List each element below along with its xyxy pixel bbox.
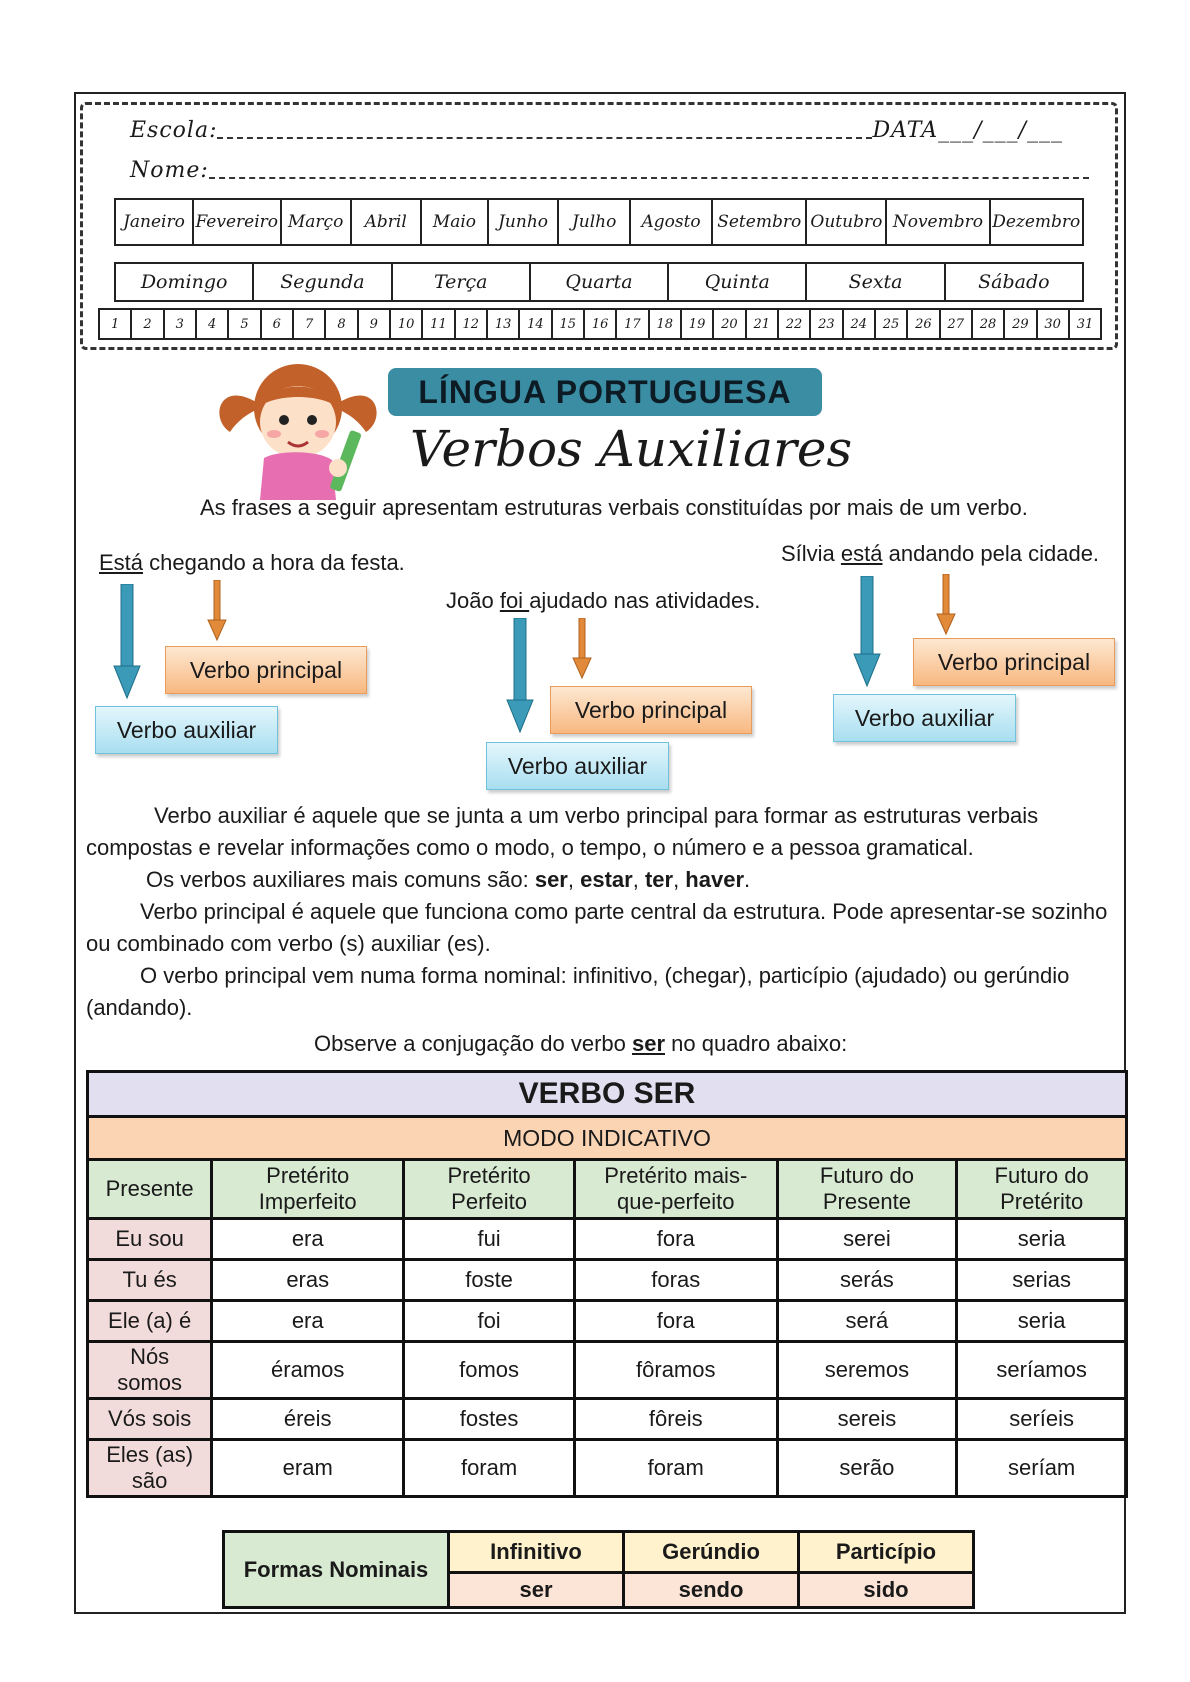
example-sentence-2: João foi ajudado nas atividades.: [446, 588, 761, 613]
intro-text: As frases a seguir apresentam estruturas verbais constituídas por mais de um verbo.: [200, 495, 1028, 520]
tense-header: Pretérito Imperfeito: [212, 1160, 404, 1219]
conjugation-cell: sereis: [777, 1399, 957, 1440]
day-cell[interactable]: 4: [197, 310, 229, 338]
conjugation-cell: éramos: [212, 1342, 404, 1399]
day-cell[interactable]: 2: [132, 310, 164, 338]
person-cell: Vós sois: [88, 1399, 212, 1440]
forms-value: ser: [449, 1573, 624, 1608]
tense-header: Pretérito mais-que-perfeito: [574, 1160, 777, 1219]
day-cell[interactable]: 13: [488, 310, 520, 338]
weekday-cell[interactable]: Quarta: [531, 264, 669, 300]
person-cell: Nós somos: [88, 1342, 212, 1399]
weekday-cell[interactable]: Segunda: [254, 264, 392, 300]
weekday-cell[interactable]: Domingo: [116, 264, 254, 300]
aux-verb-1: Está: [99, 550, 144, 575]
tense-header: Futuro do Pretérito: [957, 1160, 1127, 1219]
day-cell[interactable]: 28: [973, 310, 1005, 338]
name-label: Nome:: [130, 158, 209, 183]
person-cell: Tu és: [88, 1260, 212, 1301]
conjugation-cell: fui: [404, 1219, 575, 1260]
conjugation-cell: fôreis: [574, 1399, 777, 1440]
aux-verb-2: foi: [499, 588, 530, 613]
table-mode-row: [88, 1117, 1127, 1160]
conjugation-cell: serias: [957, 1260, 1127, 1301]
day-cell[interactable]: 6: [262, 310, 294, 338]
month-cell[interactable]: Março: [282, 200, 352, 244]
day-cell[interactable]: 7: [294, 310, 326, 338]
date-label: DATA___/___/___: [872, 118, 1063, 143]
months-row: [114, 198, 1084, 246]
forms-value: sendo: [624, 1573, 799, 1608]
orange-arrow-1: [207, 580, 227, 642]
conjugation-cell: serão: [777, 1440, 957, 1497]
forms-header-row: [224, 1532, 974, 1573]
auxiliar-box-2: Verbo auxiliar: [486, 742, 669, 790]
orange-arrow-3: [936, 574, 956, 636]
subject-badge: LÍNGUA PORTUGUESA: [388, 368, 822, 416]
day-cell[interactable]: 1: [100, 310, 132, 338]
conjugation-cell: seríeis: [957, 1399, 1127, 1440]
month-cell[interactable]: Fevereiro: [194, 200, 282, 244]
auxiliar-box-3: Verbo auxiliar: [833, 694, 1016, 742]
day-cell[interactable]: 14: [520, 310, 552, 338]
explanation-p1: Verbo auxiliar é aquele que se junta a um verbo principal para formar as estruturas verbais compostas e revelar informações como o modo, o tempo, o número e a pessoa gramatical.: [86, 803, 1039, 860]
month-cell[interactable]: Maio: [422, 200, 489, 244]
blue-arrow-1: [112, 584, 142, 700]
page-title: Verbos Auxiliares: [410, 420, 853, 478]
forms-label: Formas Nominais: [224, 1532, 449, 1608]
tense-header: Pretérito Perfeito: [404, 1160, 575, 1219]
principal-box-3: Verbo principal: [913, 638, 1115, 686]
example-sentence-1: Está chegando a hora da festa.: [99, 550, 405, 575]
tense-header: Presente: [88, 1160, 212, 1219]
conjugation-cell: eras: [212, 1260, 404, 1301]
day-cell[interactable]: 8: [326, 310, 358, 338]
table-row: [88, 1440, 1127, 1497]
name-line: [130, 158, 1089, 183]
example-sentence-3: Sílvia está andando pela cidade.: [781, 541, 1100, 566]
conjugation-cell: seríam: [957, 1440, 1127, 1497]
conjugation-cell: serei: [777, 1219, 957, 1260]
month-cell[interactable]: Outubro: [807, 200, 887, 244]
auxiliar-box-1: Verbo auxiliar: [95, 706, 278, 754]
blue-arrow-2: [505, 618, 535, 734]
conjugation-cell: foste: [404, 1260, 575, 1301]
day-cell[interactable]: 16: [585, 310, 617, 338]
conjugation-cell: foram: [404, 1440, 575, 1497]
orange-arrow-2: [572, 618, 592, 680]
day-cell[interactable]: 9: [359, 310, 391, 338]
weekday-cell[interactable]: Quinta: [669, 264, 807, 300]
person-cell: Eu sou: [88, 1219, 212, 1260]
table-header-row: [88, 1160, 1127, 1219]
day-cell[interactable]: 20: [714, 310, 746, 338]
conjugation-cell: foras: [574, 1260, 777, 1301]
explanation-p5: Observe a conjugação do verbo ser no quadro abaixo:: [314, 1031, 848, 1056]
weekday-cell[interactable]: Sexta: [807, 264, 945, 300]
month-cell[interactable]: Novembro: [887, 200, 990, 244]
day-cell[interactable]: 30: [1038, 310, 1070, 338]
conjugation-cell: fostes: [404, 1399, 575, 1440]
table-row: [88, 1399, 1127, 1440]
conjugation-cell: fora: [574, 1219, 777, 1260]
conjugation-cell: seria: [957, 1301, 1127, 1342]
person-cell: Eles (as) são: [88, 1440, 212, 1497]
day-cell[interactable]: 27: [941, 310, 973, 338]
forms-header: Infinitivo: [449, 1532, 624, 1573]
day-cell[interactable]: 22: [779, 310, 811, 338]
table-row: [88, 1342, 1127, 1399]
day-cell[interactable]: 23: [811, 310, 843, 338]
girl-illustration: [208, 350, 398, 500]
tense-header: Futuro do Presente: [777, 1160, 957, 1219]
conjugation-cell: fomos: [404, 1342, 575, 1399]
day-cell[interactable]: 17: [617, 310, 649, 338]
table-title-row: [88, 1072, 1127, 1117]
month-cell[interactable]: Julho: [559, 200, 631, 244]
conjugation-cell: seríamos: [957, 1342, 1127, 1399]
day-cell[interactable]: 11: [423, 310, 455, 338]
day-cell[interactable]: 18: [650, 310, 682, 338]
principal-box-2: Verbo principal: [550, 686, 752, 734]
conjugation-cell: fôramos: [574, 1342, 777, 1399]
school-field[interactable]: [217, 123, 872, 139]
conjugation-cell: eram: [212, 1440, 404, 1497]
school-label: Escola:: [130, 118, 218, 143]
month-cell[interactable]: Junho: [489, 200, 559, 244]
table-row: [88, 1301, 1127, 1342]
principal-box-1: Verbo principal: [165, 646, 367, 694]
weekday-cell[interactable]: Sábado: [978, 271, 1050, 293]
month-cell[interactable]: Setembro: [713, 200, 807, 244]
table-row: [88, 1219, 1127, 1260]
conjugation-cell: seremos: [777, 1342, 957, 1399]
month-cell[interactable]: Dezembro: [992, 212, 1081, 232]
day-cell[interactable]: 12: [456, 310, 488, 338]
conjugation-cell: serás: [777, 1260, 957, 1301]
explanation-p3: Verbo principal é aquele que funciona como parte central da estrutura. Pode apresentar-se sozinho ou combinado com verbo (s) auxiliar (es).: [86, 899, 1108, 956]
day-cell[interactable]: 3: [165, 310, 197, 338]
day-cell[interactable]: 31: [1076, 316, 1094, 332]
table-title: VERBO SER: [88, 1072, 1127, 1117]
table-row: [88, 1260, 1127, 1301]
explanation-p4: O verbo principal vem numa forma nominal: infinitivo, (chegar), particípio (ajudado) ou gerúndio (andando).: [86, 963, 1070, 1020]
month-cell[interactable]: Agosto: [631, 200, 713, 244]
day-cell[interactable]: 29: [1005, 310, 1037, 338]
conjugation-cell: era: [212, 1301, 404, 1342]
conjugation-cell: foi: [404, 1301, 575, 1342]
blue-arrow-3: [852, 576, 882, 688]
day-cell[interactable]: 21: [747, 310, 779, 338]
conjugation-cell: foram: [574, 1440, 777, 1497]
school-line: [130, 118, 1063, 143]
conjugation-cell: éreis: [212, 1399, 404, 1440]
forms-value: sido: [799, 1573, 974, 1608]
days-row: [98, 308, 1102, 340]
person-cell: Ele (a) é: [88, 1301, 212, 1342]
day-cell[interactable]: 15: [553, 310, 585, 338]
weekday-cell[interactable]: Terça: [393, 264, 531, 300]
conjugation-cell: seria: [957, 1219, 1127, 1260]
conjugation-cell: era: [212, 1219, 404, 1260]
day-cell[interactable]: 24: [844, 310, 876, 338]
day-cell[interactable]: 25: [876, 310, 908, 338]
name-field[interactable]: [209, 163, 1089, 179]
day-cell[interactable]: 5: [229, 310, 261, 338]
nominal-forms-table: [222, 1530, 975, 1609]
day-cell[interactable]: 26: [908, 310, 940, 338]
month-cell[interactable]: Janeiro: [116, 200, 194, 244]
conjugation-cell: fora: [574, 1301, 777, 1342]
weekdays-row: [114, 262, 1084, 302]
aux-verb-3: está: [840, 541, 883, 566]
conjugation-cell: será: [777, 1301, 957, 1342]
forms-header: Gerúndio: [624, 1532, 799, 1573]
conjugation-table: [86, 1070, 1128, 1498]
day-cell[interactable]: 10: [391, 310, 423, 338]
table-mode: MODO INDICATIVO: [88, 1117, 1127, 1160]
explanation-p2: Os verbos auxiliares mais comuns são: ser, estar, ter, haver.: [146, 867, 751, 892]
month-cell[interactable]: Abril: [352, 200, 422, 244]
forms-header: Particípio: [799, 1532, 974, 1573]
day-cell[interactable]: 19: [682, 310, 714, 338]
